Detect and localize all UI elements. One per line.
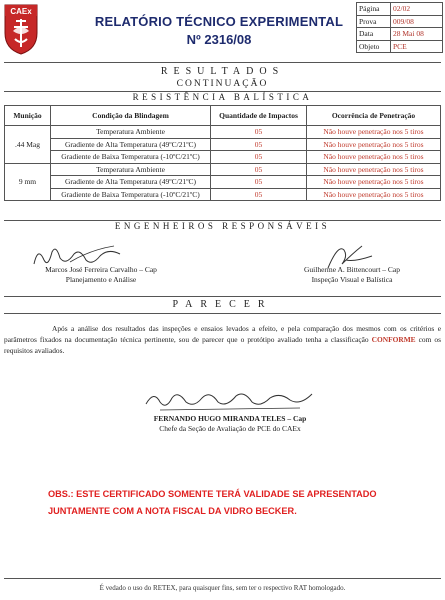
signature-chief	[140, 384, 320, 414]
meta-value: 009/08	[391, 15, 443, 28]
condition-cell: Gradiente de Alta Temperatura (49ºC/21ºC)	[51, 138, 211, 151]
meta-table	[356, 2, 443, 53]
caex-logo	[3, 3, 39, 55]
impacts-cell: 05	[211, 176, 307, 189]
meta-value: 28 Mai 08	[391, 28, 443, 41]
result-cell: Não houve penetração nos 5 tiros	[307, 188, 441, 201]
result-cell: Não houve penetração nos 5 tiros	[307, 138, 441, 151]
divider	[4, 313, 441, 314]
parecer-text-before: Após a análise dos resultados das inspeções e ensaios levados a efeito, e pela comparação dos mesmos com os critérios e parâmetros fixados na documentação técnica pertinente, sou de parecer que o protótipo avaliado tenha a classificação	[4, 324, 441, 344]
obs-line2: JUNTAMENTE COM A NOTA FISCAL DA VIDRO BECKER.	[48, 506, 297, 516]
column-header: Munição	[5, 106, 51, 126]
report-number: Nº 2316/08	[186, 32, 252, 47]
logo-text: CAEx	[10, 7, 32, 16]
section-resultados: RESULTADOS	[160, 66, 285, 77]
parecer-text-after: com os requisitos avaliados.	[4, 335, 441, 355]
meta-value: 02/02	[391, 3, 443, 16]
divider	[4, 296, 441, 297]
impacts-cell: 05	[211, 151, 307, 164]
results-table	[4, 105, 441, 201]
ammo-cell: .44 Mag	[5, 126, 51, 164]
meta-key: Prova	[357, 15, 391, 28]
table-header-row	[5, 106, 441, 126]
engineer-right	[272, 265, 432, 285]
section-continuacao: CONTINUAÇÃO	[176, 79, 269, 89]
condition-cell: Gradiente de Alta Temperatura (49ºC/21ºC)	[51, 176, 211, 189]
ammo-cell: 9 mm	[5, 163, 51, 201]
impacts-cell: 05	[211, 188, 307, 201]
meta-key: Data	[357, 28, 391, 41]
report-title	[84, 14, 354, 47]
table-row	[5, 163, 441, 176]
impacts-cell: 05	[211, 138, 307, 151]
result-cell: Não houve penetração nos 5 tiros	[307, 151, 441, 164]
engineer-left	[26, 265, 176, 285]
section-parecer: PARECER	[172, 299, 273, 310]
chief-name: FERNANDO HUGO MIRANDA TELES – Cap	[153, 414, 307, 423]
meta-key: Página	[357, 3, 391, 16]
engineer-right-role: Inspeção Visual e Balística	[311, 275, 393, 284]
table-row	[5, 138, 441, 151]
table-row	[5, 126, 441, 139]
table-row	[5, 176, 441, 189]
result-cell: Não houve penetração nos 5 tiros	[307, 176, 441, 189]
table-row	[5, 188, 441, 201]
engineer-left-name: Marcos José Ferreira Carvalho – Cap	[45, 265, 157, 274]
column-header: Ocorrência de Penetração	[307, 106, 441, 126]
classification-highlight: CONFORME	[371, 335, 416, 344]
condition-cell: Temperatura Ambiente	[51, 126, 211, 139]
obs-note	[48, 486, 388, 520]
meta-value: PCE	[391, 40, 443, 53]
parecer-paragraph	[4, 323, 441, 356]
divider	[4, 62, 441, 63]
chief-role: Chefe da Seção de Avaliação de PCE do CAEx	[159, 424, 301, 433]
column-header: Quantidade de Impactos	[211, 106, 307, 126]
chief-signer	[110, 414, 350, 434]
section-resistencia: RESISTÊNCIA BALÍSTICA	[132, 92, 313, 102]
table-row	[5, 151, 441, 164]
engineer-left-role: Planejamento e Análise	[65, 275, 137, 284]
condition-cell: Temperatura Ambiente	[51, 163, 211, 176]
condition-cell: Gradiente de Baixa Temperatura (-10ºC/21ºC)	[51, 151, 211, 164]
meta-row	[357, 40, 443, 53]
meta-key: Objeto	[357, 40, 391, 53]
meta-row	[357, 28, 443, 41]
meta-row	[357, 15, 443, 28]
section-engenheiros: ENGENHEIROS RESPONSÁVEIS	[114, 221, 331, 231]
obs-line1: OBS.: ESTE CERTIFICADO SOMENTE TERÁ VALIDADE SE APRESENTADO	[48, 489, 377, 499]
footer-note: É vedado o uso do RETEX, para quaisquer fins, sem ter o respectivo RAT homologado.	[99, 584, 346, 592]
condition-cell: Gradiente de Baixa Temperatura (-10ºC/21ºC)	[51, 188, 211, 201]
document-header	[0, 0, 445, 64]
result-cell: Não houve penetração nos 5 tiros	[307, 163, 441, 176]
result-cell: Não houve penetração nos 5 tiros	[307, 126, 441, 139]
impacts-cell: 05	[211, 126, 307, 139]
impacts-cell: 05	[211, 163, 307, 176]
engineer-right-name: Guilherme A. Bittencourt – Cap	[303, 265, 401, 274]
report-title-line1: RELATÓRIO TÉCNICO EXPERIMENTAL	[94, 14, 344, 29]
column-header: Condição da Blindagem	[51, 106, 211, 126]
meta-row	[357, 3, 443, 16]
divider	[4, 578, 441, 579]
